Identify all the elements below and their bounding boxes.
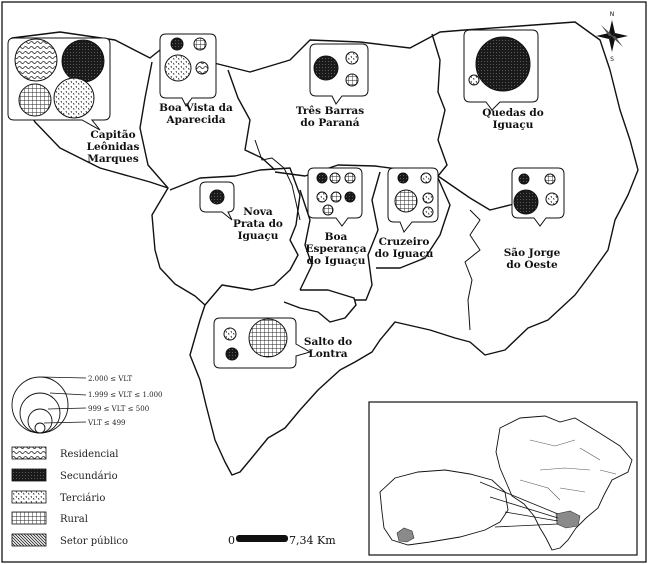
circle-rural (345, 173, 355, 183)
callout-cruzeiro (388, 168, 438, 232)
municipality-label-line: Leônidas (86, 141, 140, 153)
circle-terciario (421, 173, 431, 183)
municipality-label-line: São Jorge (503, 247, 561, 259)
circle-rural (194, 38, 206, 50)
municipality-label-line: Nova (243, 206, 273, 218)
municipality-label-line: Aparecida (166, 114, 226, 126)
circle-secundario (314, 56, 338, 80)
circle-rural (545, 174, 555, 184)
callout-capitao (8, 38, 110, 130)
municipality-label-salto (304, 336, 352, 360)
callout-tres-barras (310, 44, 368, 104)
circle-secundario (476, 37, 530, 91)
municipality-label-line: Iguaçu (237, 230, 279, 242)
municipality-label-line: Boa Vista da (159, 102, 233, 114)
municipality-label-line: Capitão (90, 129, 136, 141)
scale-end: 7,34 Km (289, 534, 336, 547)
circle-terciario (54, 78, 94, 118)
circle-secundario (62, 40, 104, 82)
circle-secundario (171, 38, 183, 50)
size-legend-label: VLT ≤ 499 (88, 419, 126, 427)
circle-terciario (317, 192, 327, 202)
circle-secundario (210, 190, 224, 204)
legend-label-rural: Rural (60, 514, 88, 525)
circle-rural (19, 84, 51, 116)
size-legend-label: 999 ≤ VLT ≤ 500 (88, 405, 150, 413)
circle-terciario (346, 52, 358, 64)
callout-salto (214, 318, 310, 368)
circle-secundario (317, 173, 327, 183)
municipality-label-line: Cruzeiro (378, 236, 430, 248)
municipality-label-line: Marques (87, 153, 139, 165)
legend-label-secundario: Secundário (60, 471, 118, 482)
municipality-label-sao-jorge (504, 247, 561, 271)
callout-sao-jorge (512, 168, 564, 226)
municipality-label-line: do Paraná (300, 117, 360, 129)
municipality-label-line: Esperança (305, 243, 367, 255)
municipality-label-cruzeiro (375, 236, 434, 260)
circle-secundario (519, 174, 529, 184)
municipality-label-line: Boa (324, 231, 348, 243)
circle-terciario (546, 193, 558, 205)
circle-secundario (398, 173, 408, 183)
municipality-label-line: Lontra (308, 348, 348, 360)
circle-rural (323, 205, 333, 215)
municipality-label-line: Prata do (233, 218, 283, 230)
compass-south: S (610, 56, 614, 63)
callout-boa-vista (160, 34, 216, 106)
legend-label-setor-publico: Setor público (60, 536, 129, 547)
circle-secundario (226, 348, 238, 360)
municipality-label-line: do Iguaçu (374, 248, 434, 260)
circle-terciario (224, 328, 236, 340)
size-legend-label: 2.000 ≤ VLT (88, 375, 133, 383)
compass-north: N (609, 11, 615, 18)
circle-secundario (345, 192, 355, 202)
circle-terciario (165, 55, 191, 81)
circle-residencial (196, 62, 208, 74)
circle-rural (331, 192, 341, 202)
circle-secundario (514, 190, 538, 214)
municipality-label-line: Quedas do (482, 107, 544, 119)
circle-rural (346, 74, 358, 86)
scale-start: 0 (228, 534, 235, 547)
municipality-label-line: Salto do (303, 336, 353, 348)
municipality-label-line: Iguaçu (492, 119, 534, 131)
municipality-label-boa-vista (159, 102, 233, 126)
legend-swatch-residencial (12, 447, 46, 459)
municipality-label-line: do Iguaçu (306, 255, 366, 267)
municipality-label-line: do Oeste (506, 259, 558, 271)
legend-swatch-setor-publico (12, 534, 46, 546)
callout-quedas (464, 30, 538, 110)
circle-rural (249, 319, 287, 357)
circle-terciario (469, 75, 479, 85)
legend-swatch-rural (12, 512, 46, 524)
locator-inset (369, 402, 637, 555)
municipality-label-line: Três Barras (295, 105, 365, 117)
legend-swatch-terciario (12, 491, 46, 503)
callout-boa-esperanca (308, 168, 362, 226)
circle-terciario (423, 207, 433, 217)
municipality-label-capitao (87, 129, 140, 165)
legend-swatch-secundario (12, 469, 46, 481)
municipality-label-tres-barras (296, 105, 364, 129)
legend-label-residencial: Residencial (60, 449, 119, 460)
circle-rural (330, 173, 340, 183)
circle-rural (395, 190, 417, 212)
circle-terciario (423, 193, 433, 203)
legend-label-terciario: Terciário (60, 493, 106, 504)
circle-residencial (15, 39, 57, 81)
size-legend-label: 1.999 ≤ VLT ≤ 1.000 (88, 391, 163, 399)
